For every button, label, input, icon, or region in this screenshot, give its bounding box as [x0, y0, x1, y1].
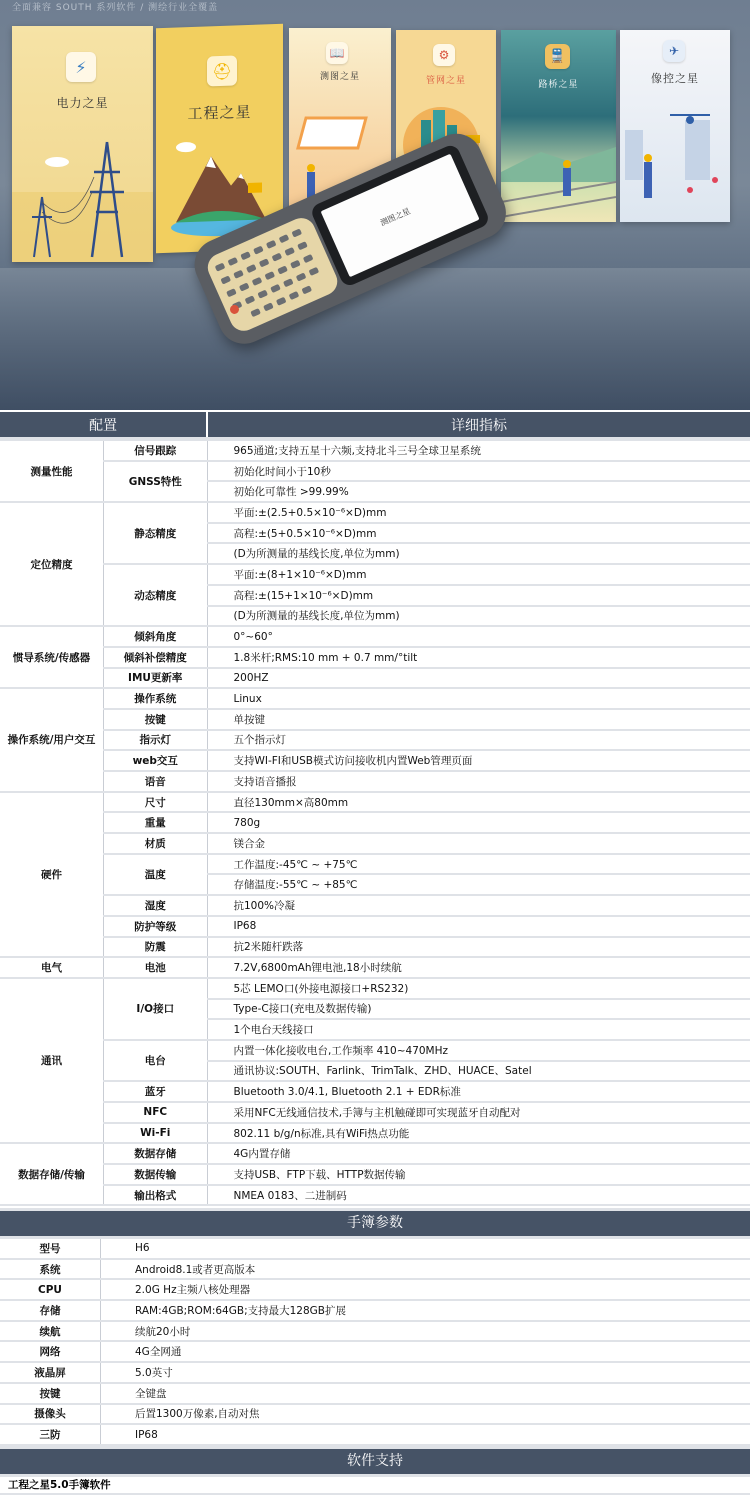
- spec-table-header: [0, 412, 750, 439]
- power-tower-illustration: [12, 132, 153, 262]
- handbook-table: [0, 1239, 750, 1446]
- table-row: [0, 1424, 750, 1445]
- table-row: [0, 812, 750, 833]
- table-row: [0, 439, 750, 461]
- table-row: [0, 833, 750, 854]
- table-row: [0, 1123, 750, 1144]
- table-row: [0, 461, 750, 482]
- item-value: 内置一体化接收电台,工作频率 410~470MHz: [207, 1040, 750, 1061]
- item-name: 信号跟踪: [104, 439, 208, 461]
- item-name: 数据存储: [104, 1143, 208, 1164]
- item-value: 五个指示灯: [207, 730, 750, 751]
- table-row: [0, 1102, 750, 1123]
- item-value: 抗100%冷凝: [207, 895, 750, 916]
- table-row: [0, 1321, 750, 1342]
- table-row: [0, 1164, 750, 1185]
- item-name: 数据传输: [104, 1164, 208, 1185]
- param-value: 5.0英寸: [101, 1362, 750, 1383]
- table-row: [0, 1239, 750, 1259]
- item-value: IP68: [207, 916, 750, 937]
- item-value: 780g: [207, 812, 750, 833]
- item-value: 4G内置存储: [207, 1143, 750, 1164]
- table-row: [0, 1185, 750, 1206]
- header-config: 配置: [0, 412, 207, 439]
- item-name: 蓝牙: [104, 1081, 208, 1102]
- category-cell: 电气: [0, 957, 104, 978]
- item-value: 支持语音播报: [207, 771, 750, 792]
- table-row: [0, 957, 750, 978]
- table-row: [0, 1259, 750, 1280]
- table-row: [0, 1279, 750, 1300]
- item-value: Type-C接口(充电及数据传输): [207, 999, 750, 1020]
- item-name: 按键: [104, 709, 208, 730]
- item-value: 平面:±(2.5+0.5×10⁻⁶×D)mm: [207, 502, 750, 523]
- param-key: 续航: [0, 1321, 101, 1342]
- item-name: 输出格式: [104, 1185, 208, 1206]
- param-value: 后置1300万像素,自动对焦: [101, 1404, 750, 1425]
- app-panel-railway: [501, 30, 616, 222]
- param-key: 按键: [0, 1383, 101, 1404]
- category-cell: 惯导系统/传感器: [0, 626, 104, 688]
- category-cell: 硬件: [0, 792, 104, 958]
- table-row: [0, 895, 750, 916]
- item-value: 支持USB、FTP下载、HTTP数据传输: [207, 1164, 750, 1185]
- app-title: 路桥之星: [538, 80, 579, 90]
- param-key: 摄像头: [0, 1404, 101, 1425]
- power-tower-icon: ⚡: [66, 52, 96, 82]
- table-row: [0, 1383, 750, 1404]
- pipe-valve-icon: ⚙: [433, 44, 455, 66]
- item-name: 湿度: [104, 895, 208, 916]
- category-cell: 测量性能: [0, 439, 104, 502]
- item-value: 单按键: [207, 709, 750, 730]
- item-value: 5芯 LEMO口(外接电源接口+RS232): [207, 978, 750, 999]
- software-section-header: 软件支持: [0, 1446, 750, 1477]
- item-value: 1个电台天线接口: [207, 1019, 750, 1040]
- param-key: CPU: [0, 1279, 101, 1300]
- item-value: 镁合金: [207, 833, 750, 854]
- item-name: 温度: [104, 854, 208, 895]
- train-icon: 🚆: [545, 44, 570, 69]
- hero-banner: [0, 0, 750, 410]
- item-name: 防护等级: [104, 916, 208, 937]
- table-row: [0, 1300, 750, 1321]
- item-name: 电池: [104, 957, 208, 978]
- item-value: 965通道;支持五星十六频,支持北斗三号全球卫星系统: [207, 439, 750, 461]
- item-name: GNSS特性: [104, 461, 208, 502]
- table-row: [0, 916, 750, 937]
- item-name: NFC: [104, 1102, 208, 1123]
- param-key: 型号: [0, 1239, 101, 1259]
- app-title: 管网之星: [425, 76, 466, 86]
- item-value: (D为所测量的基线长度,单位为mm): [207, 606, 750, 627]
- item-value: NMEA 0183、二进制码: [207, 1185, 750, 1206]
- table-row: [0, 854, 750, 875]
- table-row: [0, 1362, 750, 1383]
- item-value: 1.8米杆;RMS:10 mm + 0.7 mm/°tilt: [207, 647, 750, 668]
- table-row: [0, 709, 750, 730]
- item-name: 电台: [104, 1040, 208, 1081]
- table-row: [0, 1404, 750, 1425]
- table-row: [0, 771, 750, 792]
- table-row: [0, 647, 750, 668]
- spec-table: [0, 412, 750, 1206]
- item-name: 动态精度: [104, 564, 208, 626]
- handbook-section-header: 手簿参数: [0, 1208, 750, 1239]
- param-key: 液晶屏: [0, 1362, 101, 1383]
- param-value: 全键盘: [101, 1383, 750, 1404]
- header-details: 详细指标: [207, 412, 750, 439]
- item-value: 7.2V,6800mAh锂电池,18小时续航: [207, 957, 750, 978]
- item-name: 倾斜角度: [104, 626, 208, 647]
- hard-hat-icon: ⛑: [207, 55, 237, 86]
- app-panel-image-control: [620, 30, 730, 222]
- category-cell: 定位精度: [0, 502, 104, 626]
- item-value: 0°~60°: [207, 626, 750, 647]
- railway-illustration: [501, 122, 616, 222]
- app-panel-power: [12, 26, 153, 262]
- table-row: [0, 750, 750, 771]
- item-name: 尺寸: [104, 792, 208, 813]
- item-value: 直径130mm×高80mm: [207, 792, 750, 813]
- table-row: [0, 1143, 750, 1164]
- software-item: 工程之星5.0手簿软件: [0, 1475, 750, 1495]
- item-value: 200HZ: [207, 668, 750, 689]
- item-name: Wi-Fi: [104, 1123, 208, 1144]
- item-name: 操作系统: [104, 688, 208, 709]
- item-name: 防震: [104, 937, 208, 958]
- item-value: (D为所测量的基线长度,单位为mm): [207, 543, 750, 564]
- param-key: 三防: [0, 1424, 101, 1445]
- table-row: [0, 626, 750, 647]
- table-row: [0, 1040, 750, 1061]
- table-row: [0, 668, 750, 689]
- item-value: Linux: [207, 688, 750, 709]
- app-title: 电力之星: [56, 96, 109, 110]
- param-value: 4G全网通: [101, 1341, 750, 1362]
- table-row: [0, 688, 750, 709]
- table-row: [0, 730, 750, 751]
- hero-caption: 全面兼容 SOUTH 系列软件 / 测绘行业全覆盖: [12, 3, 219, 13]
- item-value: 初始化时间小于10秒: [207, 461, 750, 482]
- item-value: 工作温度:-45℃ ~ +75℃: [207, 854, 750, 875]
- item-name: 指示灯: [104, 730, 208, 751]
- item-value: 抗2米随杆跌落: [207, 937, 750, 958]
- item-name: 重量: [104, 812, 208, 833]
- item-name: 语音: [104, 771, 208, 792]
- category-cell: 数据存储/传输: [0, 1143, 104, 1205]
- category-cell: 通讯: [0, 978, 104, 1144]
- drone-icon: ✈: [663, 40, 685, 62]
- param-value: 续航20小时: [101, 1321, 750, 1342]
- item-value: 采用NFC无线通信技术,手簿与主机触碰即可实现蓝牙自动配对: [207, 1102, 750, 1123]
- category-cell: 操作系统/用户交互: [0, 688, 104, 791]
- item-name: web交互: [104, 750, 208, 771]
- item-value: 高程:±(15+1×10⁻⁶×D)mm: [207, 585, 750, 606]
- item-name: I/O接口: [104, 978, 208, 1040]
- table-row: [0, 978, 750, 999]
- item-value: 支持WI-FI和USB模式访问接收机内置Web管理页面: [207, 750, 750, 771]
- table-row: [0, 792, 750, 813]
- param-value: Android8.1或者更高版本: [101, 1259, 750, 1280]
- item-name: 静态精度: [104, 502, 208, 564]
- item-value: 平面:±(8+1×10⁻⁶×D)mm: [207, 564, 750, 585]
- app-title: 像控之星: [651, 72, 699, 85]
- app-title: 工程之星: [187, 102, 252, 124]
- item-value: 初始化可靠性 >99.99%: [207, 481, 750, 502]
- table-row: [0, 502, 750, 523]
- item-name: 材质: [104, 833, 208, 854]
- param-value: 2.0G Hz主频八核处理器: [101, 1279, 750, 1300]
- item-value: 通讯协议:SOUTH、Farlink、TrimTalk、ZHD、HUACE、Satel: [207, 1061, 750, 1082]
- param-key: 存储: [0, 1300, 101, 1321]
- item-value: 存储温度:-55℃ ~ +85℃: [207, 874, 750, 895]
- item-value: Bluetooth 3.0/4.1, Bluetooth 2.1 + EDR标准: [207, 1081, 750, 1102]
- drone-survey-illustration: [620, 90, 730, 220]
- app-title: 测图之星: [319, 72, 360, 82]
- table-row: [0, 1341, 750, 1362]
- reflective-floor: [0, 268, 750, 410]
- device-screen-title: 测图之星: [378, 206, 412, 228]
- item-name: IMU更新率: [104, 668, 208, 689]
- item-name: 倾斜补偿精度: [104, 647, 208, 668]
- param-key: 网络: [0, 1341, 101, 1362]
- item-value: 高程:±(5+0.5×10⁻⁶×D)mm: [207, 523, 750, 544]
- map-book-icon: 📖: [326, 42, 348, 64]
- param-value: RAM:4GB;ROM:64GB;支持最大128GB扩展: [101, 1300, 750, 1321]
- param-value: IP68: [101, 1424, 750, 1445]
- table-row: [0, 1081, 750, 1102]
- param-value: H6: [101, 1239, 750, 1259]
- item-value: 802.11 b/g/n标准,具有WiFi热点功能: [207, 1123, 750, 1144]
- table-row: [0, 564, 750, 585]
- param-key: 系统: [0, 1259, 101, 1280]
- table-row: [0, 937, 750, 958]
